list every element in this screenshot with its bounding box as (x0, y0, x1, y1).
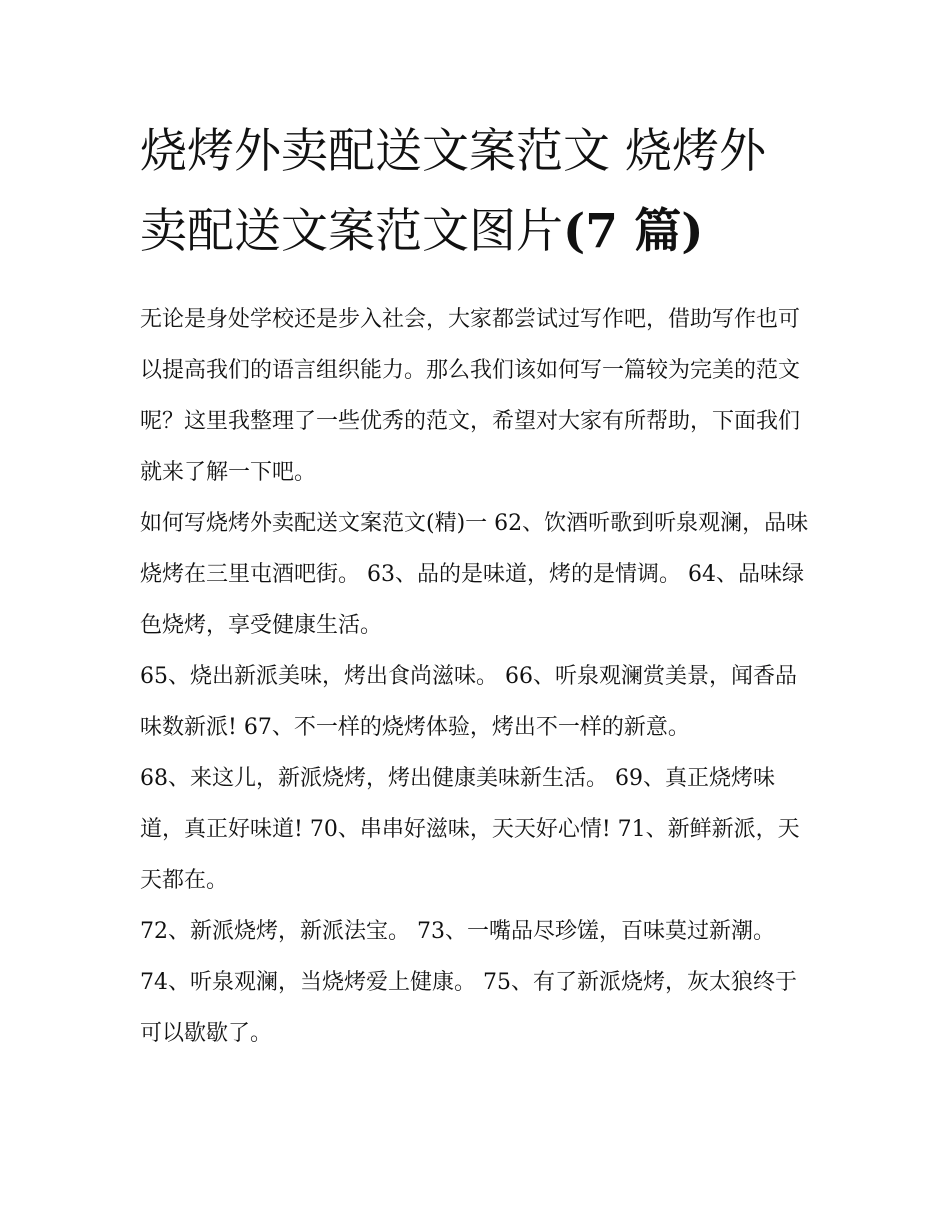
title-main-text: 烧烤外卖配送文案范文 烧烤外卖配送文案范文图片 (140, 124, 766, 259)
body-paragraph-3: 68、来这儿，新派烧烤，烤出健康美味新生活。 69、真正烧烤味道，真正好味道! 70、串串好滋味，天天好心情! 71、新鲜新派，天天都在。 (140, 766, 800, 893)
body-paragraph-1: 如何写烧烤外卖配送文案范文(精)一 62、饮酒听歌到听泉观澜，品味烧烤在三里屯酒吧街。 63、品的是味道，烤的是情调。 64、品味绿色烧烤，享受健康生活。 (140, 511, 809, 638)
intro-paragraph: 无论是身处学校还是步入社会，大家都尝试过写作吧，借助写作也可以提高我们的语言组织能力。那么我们该如何写一篇较为完美的范文呢？这里我整理了一些优秀的范文，希望对大家有所帮助，下面我们就来了解一下吧。 (140, 307, 801, 485)
title-suffix-text: (7 篇) (563, 204, 704, 259)
document-page (140, 112, 812, 1059)
body-paragraph-2: 65、烧出新派美味，烤出食尚滋味。 66、听泉观澜赏美景，闻香品味数新派! 67、不一样的烧烤体验，烤出不一样的新意。 (140, 664, 797, 740)
body-paragraph-4: 72、新派烧烤，新派法宝。 73、一嘴品尽珍馐，百味莫过新潮。 74、听泉观澜，当烧烤爱上健康。 75、有了新派烧烤，灰太狼终于可以歇歇了。 (140, 919, 797, 1046)
document-title (140, 112, 812, 272)
